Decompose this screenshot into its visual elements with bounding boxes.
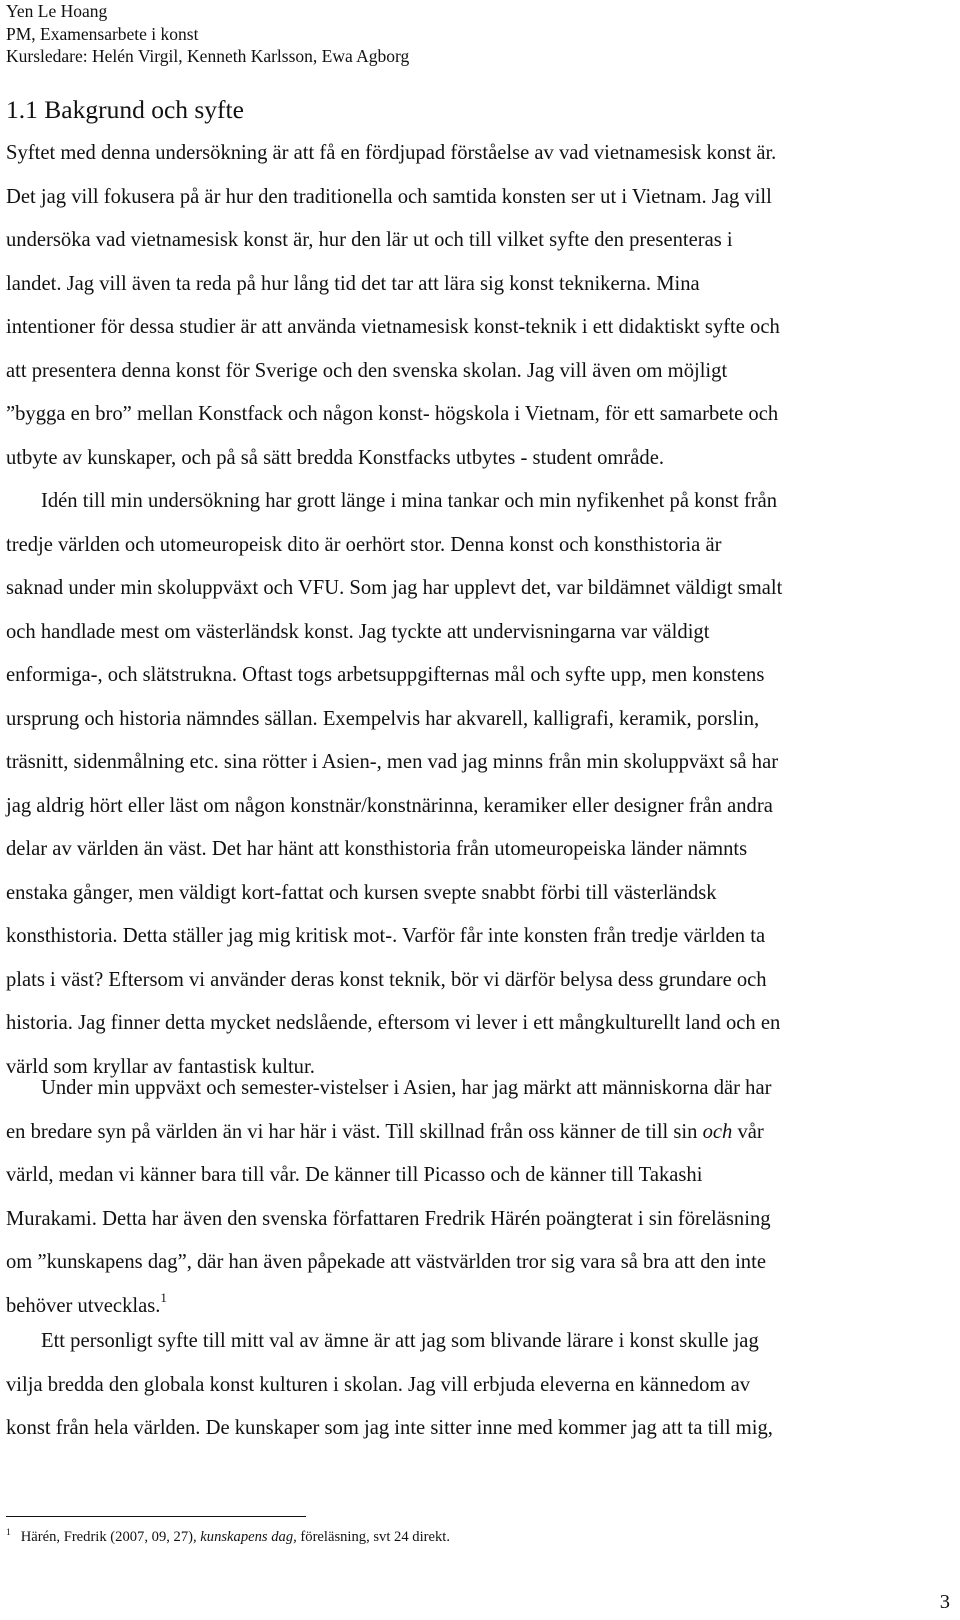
header-instructors: Kursledare: Helén Virgil, Kenneth Karlsson, Ewa Agborg xyxy=(6,46,410,66)
text-line: utbyte av kunskaper, och på så sätt bredda Konstfacks utbytes - student område. xyxy=(6,446,664,469)
text-line: enstaka gånger, men väldigt kort-fattat och kursen svepte snabbt förbi till västerländsk xyxy=(6,881,717,904)
footnote-title: kunskapens dag, xyxy=(200,1529,297,1545)
text-line: intentioner för dessa studier är att använda vietnamesisk konst-teknik i ett didaktiskt syfte och xyxy=(6,316,780,338)
footnote xyxy=(6,1527,450,1547)
text-segment: vår xyxy=(732,1120,764,1143)
text-line: undersöka vad vietnamesisk konst är, hur den lär ut och till vilket syfte den presenteras i xyxy=(6,229,733,251)
text-line: konsthistoria. Detta ställer jag mig kritisk mot-. Varför får inte konsten från tredje världen ta xyxy=(6,925,766,947)
footnote-text: Härén, Fredrik (2007, 09, 27), xyxy=(20,1529,201,1545)
text-line: saknad under min skoluppväxt och VFU. Som jag har upplevt det, var bildämnet väldigt smalt xyxy=(6,577,783,599)
paragraph-2 xyxy=(6,480,954,1089)
page-number: 3 xyxy=(939,1591,950,1613)
text-line: enformiga-, och slätstrukna. Oftast togs arbetsuppgifternas mål och syfte upp, men konstens xyxy=(6,664,765,686)
text-line xyxy=(6,1111,954,1155)
footnote-reference[interactable]: 1 xyxy=(160,1289,167,1305)
text-line: och handlade mest om västerländsk konst. Jag tyckte att undervisningarna var väldigt xyxy=(6,620,710,643)
text-line: värld som kryllar av fantastisk kultur. xyxy=(6,1055,315,1078)
header-course: PM, Examensarbete i konst xyxy=(6,23,199,44)
header-author: Yen Le Hoang xyxy=(6,1,108,21)
section-heading: 1.1 Bakgrund och syfte xyxy=(6,95,244,124)
text-line: Murakami. Detta har även den svenska författaren Fredrik Härén poängterat i sin föreläsning xyxy=(6,1207,771,1230)
text-line: träsnitt, sidenmålning etc. sina rötter i Asien-, men vad jag minns från min skoluppväxt så har xyxy=(6,751,779,773)
text-segment: behöver utvecklas. xyxy=(6,1294,161,1317)
text-line: att presentera denna konst för Sverige och den svenska skolan. Jag vill även om möjligt xyxy=(6,359,728,382)
text-line: Ett personligt syfte till mitt val av ämne är att jag som blivande lärare i konst skulle jag xyxy=(41,1330,759,1352)
text-line: historia. Jag finner detta mycket nedslående, eftersom vi lever i ett mångkulturellt land och en xyxy=(6,1012,781,1034)
text-line: konst från hela världen. De kunskaper som jag inte sitter inne med kommer jag att ta till mig, xyxy=(6,1417,773,1439)
footnote-text: föreläsning, svt 24 direkt. xyxy=(296,1529,450,1545)
italic-word: och xyxy=(702,1120,733,1143)
text-line: plats i väst? Eftersom vi använder deras konst teknik, bör vi därför belysa dess grundare och xyxy=(6,968,767,991)
footnote-divider xyxy=(6,1516,306,1517)
text-line: delar av världen än väst. Det har hänt att konsthistoria från utomeuropeiska länder nämnts xyxy=(6,838,748,860)
text-line: vilja bredda den globala konst kulturen i skolan. Jag vill erbjuda eleverna en kännedom av xyxy=(6,1373,751,1396)
paragraph-4 xyxy=(6,1320,954,1451)
paragraph-3 xyxy=(6,1067,954,1328)
text-line: ”bygga en bro” mellan Konstfack och någon konst- högskola i Vietnam, för ett samarbete och xyxy=(6,403,779,425)
text-line: om ”kunskapens dag”, där han även påpekade att västvärlden tror sig vara så bra att den inte xyxy=(6,1251,766,1273)
text-line: Syftet med denna undersökning är att få en fördjupad förståelse av vad vietnamesisk konst är. xyxy=(6,142,777,164)
text-line: ursprung och historia nämndes sällan. Exempelvis har akvarell, kalligrafi, keramik, porslin, xyxy=(6,707,760,730)
page-header xyxy=(6,0,409,68)
text-line: Det jag vill fokusera på är hur den traditionella och samtida konsten ser ut i Vietnam. Jag vill xyxy=(6,185,772,208)
paragraph-1 xyxy=(6,132,954,480)
text-segment: en bredare syn på världen än vi har här i väst. Till skillnad från oss känner de till sin xyxy=(6,1120,703,1143)
text-line: Under min uppväxt och semester-vistelser i Asien, har jag märkt att människorna där har xyxy=(41,1077,772,1099)
text-line: tredje världen och utomeuropeisk dito är oerhört stor. Denna konst och konsthistoria är xyxy=(6,533,722,556)
text-line: jag aldrig hört eller läst om någon konstnär/konstnärinna, keramiker eller designer från andra xyxy=(6,794,773,817)
text-line: landet. Jag vill även ta reda på hur lång tid det tar att lära sig konst teknikerna. Mina xyxy=(6,272,700,295)
text-line: Idén till min undersökning har grott länge i mina tankar och min nyfikenhet på konst från xyxy=(41,490,778,512)
footnote-number: 1 xyxy=(6,1528,11,1538)
text-line: värld, medan vi känner bara till vår. De känner till Picasso och de känner till Takashi xyxy=(6,1164,703,1186)
